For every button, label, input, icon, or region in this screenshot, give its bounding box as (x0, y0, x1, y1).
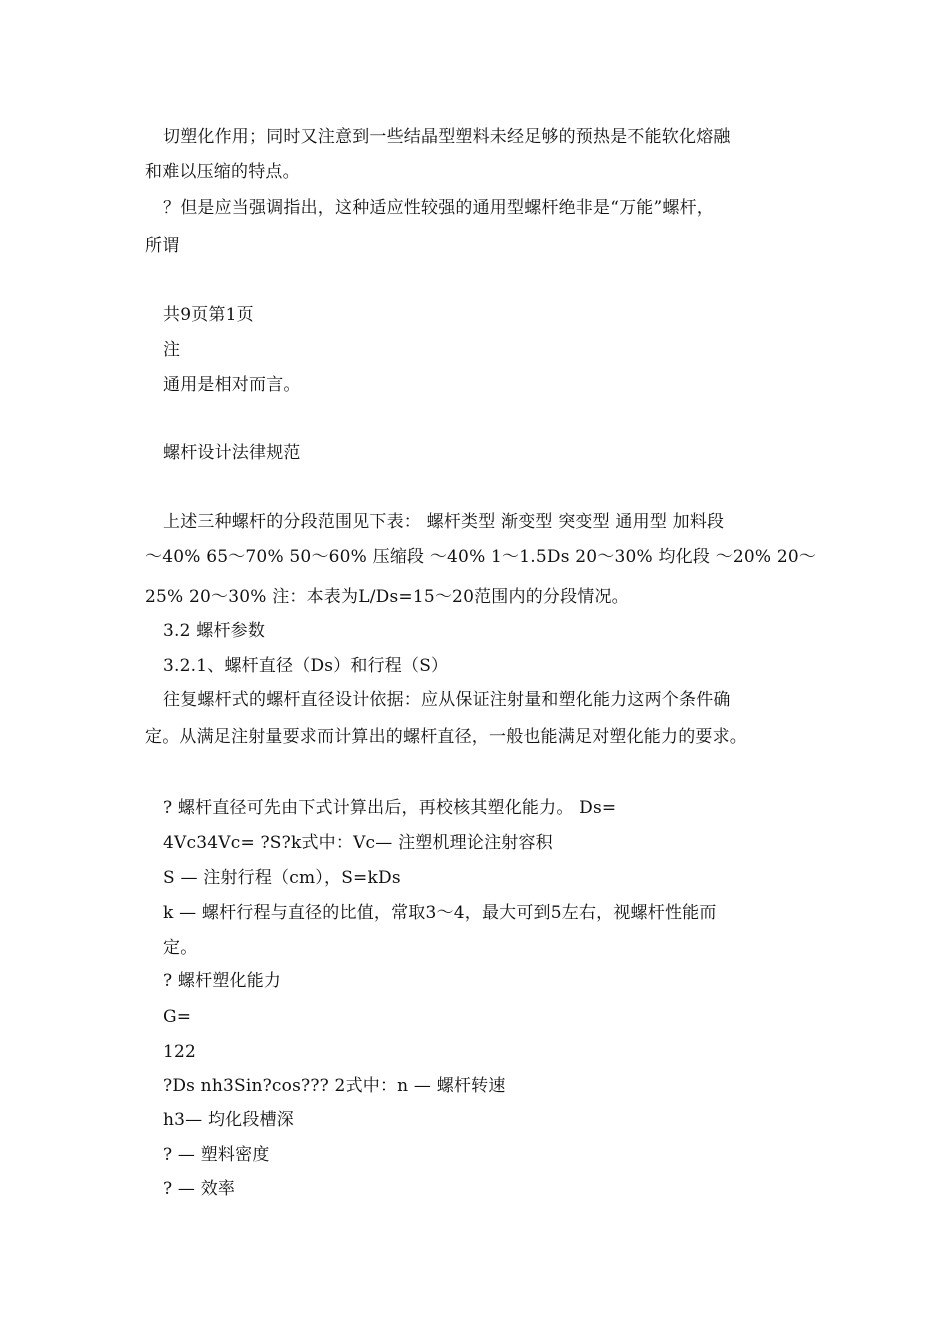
paragraph-line: 上述三种螺杆的分段范围见下表： 螺杆类型 渐变型 突变型 通用型 加料段 (163, 512, 725, 532)
paragraph-line: 所谓 (145, 236, 180, 256)
paragraph-line: 定。从满足注射量要求而计算出的螺杆直径，一般也能满足对塑化能力的要求。 (145, 727, 747, 747)
paragraph-line: ？但是应当强调指出，这种适应性较强的通用型螺杆绝非是“万能”螺杆， (163, 198, 714, 218)
formula-line: 4Vc34Vc= ?S?k式中：Vc— 注塑机理论注射容积 (163, 833, 553, 853)
heading-3-2-1: 3.2.1、螺杆直径（Ds）和行程（S） (163, 656, 449, 676)
formula-line: G= (163, 1007, 192, 1027)
formula-line: ?Ds nh3Sin?cos??? 2式中：n — 螺杆转速 (163, 1076, 506, 1096)
formula-line: h3— 均化段槽深 (163, 1110, 294, 1130)
formula-line: k — 螺杆行程与直径的比值，常取3～4，最大可到5左右，视螺杆性能而 (163, 903, 717, 923)
note-label: 注 (163, 340, 181, 360)
paragraph-line: 25% 20～30% 注：本表为L/Ds=15～20范围内的分段情况。 (145, 587, 629, 607)
formula-line: S — 注射行程（cm），S=kDs (163, 868, 401, 888)
page-counter: 共9页第1页 (163, 305, 254, 325)
formula-line: 定。 (163, 938, 198, 958)
formula-line: ? 螺杆直径可先由下式计算出后，再校核其塑化能力。 Ds= (163, 798, 617, 818)
note-text: 通用是相对而言。 (163, 375, 301, 395)
section-title: 螺杆设计法律规范 (163, 443, 301, 463)
formula-line: ? 螺杆塑化能力 (163, 971, 282, 991)
paragraph-line: 往复螺杆式的螺杆直径设计依据：应从保证注射量和塑化能力这两个条件确 (163, 690, 731, 710)
paragraph-line: 切塑化作用；同时又注意到一些结晶型塑料未经足够的预热是不能软化熔融 (163, 127, 731, 147)
formula-line: ? — 塑料密度 (163, 1145, 270, 1165)
formula-line: 122 (163, 1042, 197, 1062)
heading-3-2: 3.2 螺杆参数 (163, 621, 266, 641)
formula-line: ? — 效率 (163, 1179, 236, 1199)
paragraph-line: 和难以压缩的特点。 (145, 162, 300, 182)
paragraph-line: ～40% 65～70% 50～60% 压缩段 ～40% 1～1.5Ds 20～30% 均化段 ～20% 20～ (145, 547, 817, 567)
